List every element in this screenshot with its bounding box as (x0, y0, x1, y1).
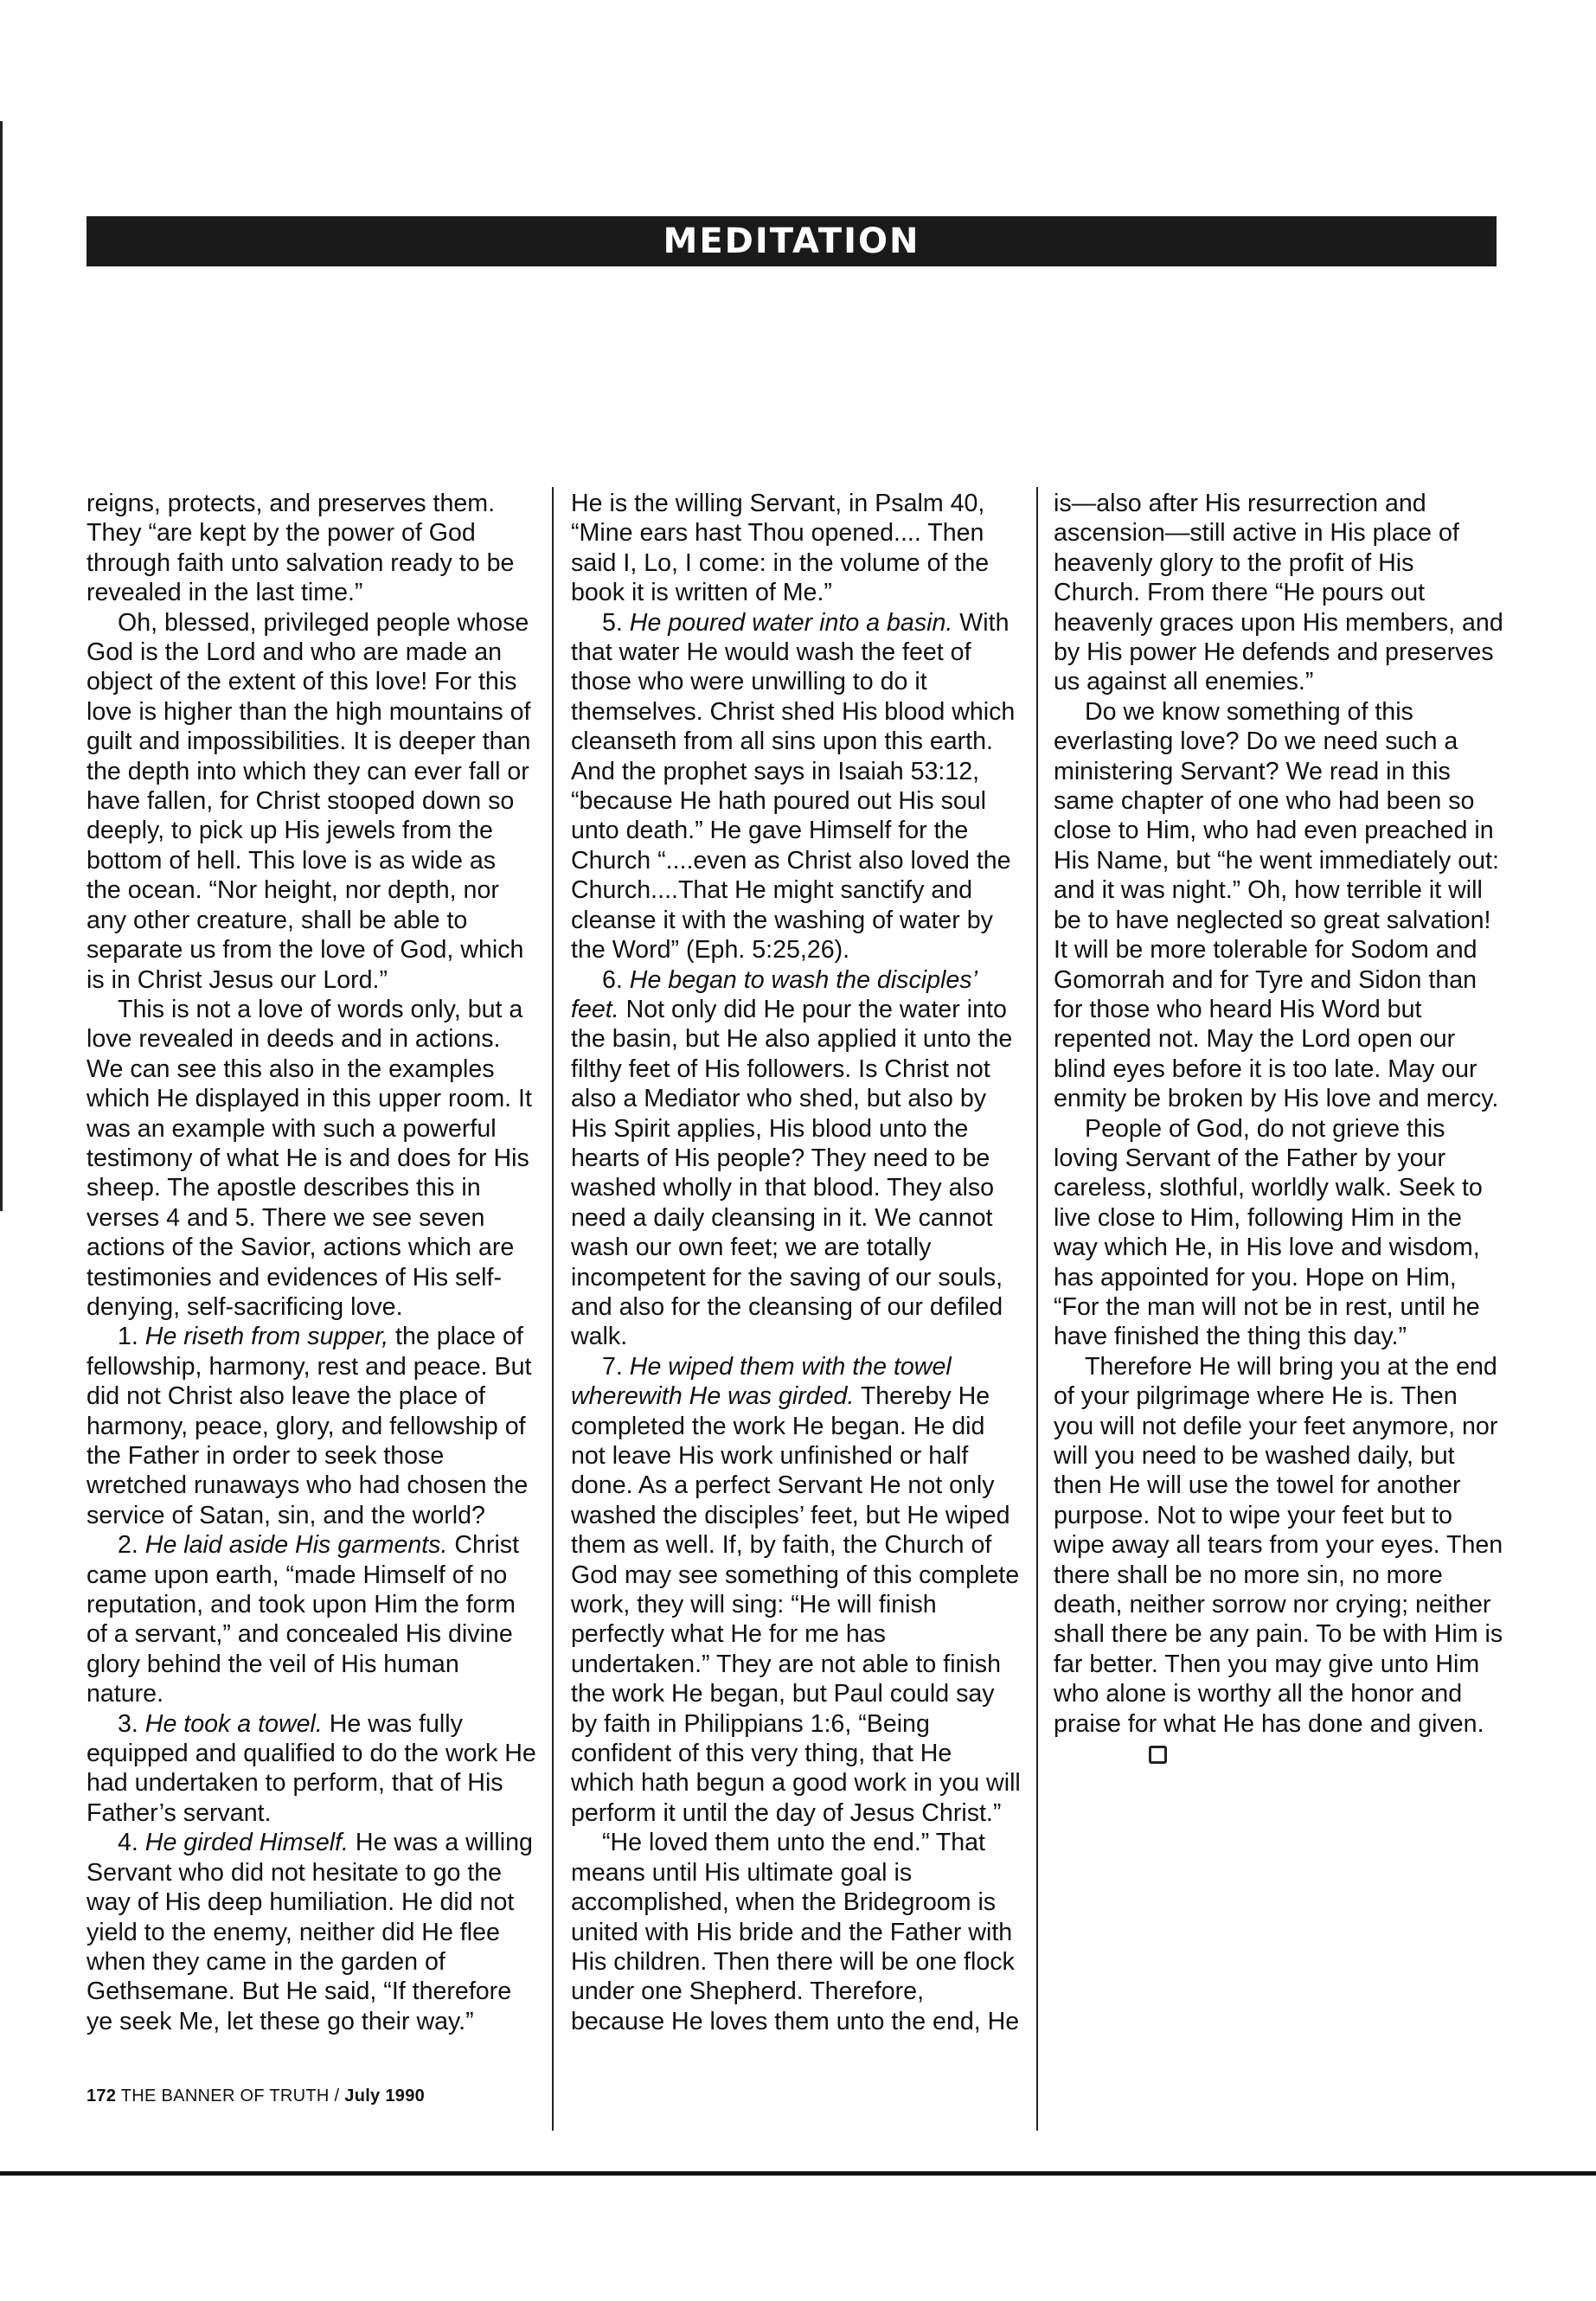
paragraph (87, 1530, 536, 1708)
publication-name: THE BANNER OF TRUTH (120, 2086, 330, 2106)
item-heading: He wiped them with the towel wherewith He was girded. (571, 1352, 952, 1411)
column-divider (1036, 487, 1038, 2131)
paragraph: Do we know something of this everlasting love? Do we need such a ministering Servant? We read in this same chapter of one who had been so close to Him, who had even preached in His Name, but “he went immediately out: and it was night.” Oh, how terrible it will be to have neglected so great salvation! It will be more tolerable for Sodom and Gomorrah and for Tyre and Sidon than for those who heard His Word but repented not. May the Lord open our blind eyes before it is too late. May our enmity be broken by His love and mercy. (1054, 697, 1499, 1113)
item-number: 5. (602, 608, 630, 637)
item-number: 2. (118, 1531, 145, 1560)
item-number: 1. (118, 1323, 145, 1351)
item-number: 7. (602, 1352, 630, 1381)
scan-edge-left (0, 121, 3, 1211)
paragraph (571, 965, 1021, 1352)
paragraph: is—also after His resurrection and ascension—still active in His place of heavenly glory to the profit of His Church. From there “He pours out heavenly graces upon His members, and by His power He defends and preserves us against all enemies.” (1054, 490, 1503, 696)
page-number: 172 (87, 2086, 117, 2106)
column-divider (552, 487, 554, 2131)
paragraph: “He loved them unto the end.” That means until His ultimate goal is accomplished, when the Bridegroom is united with His bride and the Father with His children. Then there will be one flock under one Shepherd. Therefore, because He loves them unto the end, He (571, 1829, 1020, 2035)
section-banner (87, 216, 1497, 266)
item-text: He was a willing Servant who did not hesitate to go the way of His deep humiliation. He did not yield to the enemy, neither did He flee when they came in the garden of Gethsemane. But He said, “If therefore ye seek Me, let these go their way.” (87, 1829, 533, 2035)
item-number: 3. (118, 1709, 145, 1738)
article-column-3 (1054, 489, 1503, 1768)
item-text: With that water He would wash the feet of those who were unwilling to do it themselves. Christ shed His blood which cleanseth from all sins upon this earth. And the prophet says in Isaiah 53:12, “because He hath poured out His soul unto death.” He gave Himself for the Church “....even as Christ also loved the Church....That He might sanctify and cleanse it with the washing of water by the Word” (Eph. 5:25,26). (571, 608, 1016, 965)
paragraph (571, 608, 1021, 965)
paragraph: This is not a love of words only, but a love revealed in deeds and in actions. We can see this also in the examples which He displayed in this upper room. It was an example with such a powerful testimony of what He is and does for His sheep. The apostle describes this in verses 4 and 5. There we see seven actions of the Savior, actions which are testimonies and evidences of His self-denying, self-sacrificing love. (87, 995, 532, 1321)
article-column-1 (87, 489, 536, 2036)
issue-date: July 1990 (344, 2086, 426, 2106)
item-heading: He began to wash the disciples’ feet. (571, 965, 977, 1023)
item-number: 4. (118, 1829, 145, 1857)
item-text: Thereby He completed the work He began. He did not leave His work unfinished or half done. As a perfect Servant He not only washed the disciples’ feet, but He wiped them as well. If, by faith, the Church of God may see something of this complete work, they will sing: “He will finish perfectly what He for me has undertaken.” They are not able to finish the work He began, but Paul could say by faith in Philippians 1:6, “Being confident of this very thing, that He which hath begun a good work in you will perform it until the day of Jesus Christ.” (571, 1382, 1021, 1827)
paragraph (571, 1352, 1021, 1829)
paragraph: Oh, blessed, privileged people whose God is the Lord and who are made an object of the extent of this love! For this love is higher than the high mountains of guilt and impossibilities. It is deeper than the depth into which they can ever fall or have fallen, for Christ stooped down so deeply, to pick up His jewels from the bottom of hell. This love is as wide as the ocean. “Nor height, nor depth, nor any other creature, shall be able to separate us from the love of God, which is in Christ Jesus our Lord.” (87, 608, 531, 994)
footer-separator: / (334, 2086, 340, 2106)
paragraph (87, 1709, 536, 1829)
item-text: the place of fellowship, harmony, rest and peace. But did not Christ also leave the place of harmony, peace, glory, and fellowship of the Father in order to seek those wretched runaways who had chosen the service of Satan, sin, and the world? (87, 1323, 532, 1529)
item-text: Not only did He pour the water into the basin, but He also applied it unto the filthy feet of His followers. Is Christ not also a Mediator who shed, but also by His Spirit applies, His blood unto the hearts of His people? They need to be washed wholly in that blood. They also need a daily cleansing in it. We cannot wash our own feet; we are totally incompetent for the saving of our souls, and also for the cleansing of our defiled walk. (571, 995, 1013, 1351)
section-title: MEDITATION (663, 221, 920, 261)
item-heading: He laid aside His garments. (144, 1531, 448, 1560)
item-number: 6. (602, 965, 630, 994)
item-text: Christ came upon earth, “made Himself of no reputation, and took upon Him the form of a servant,” and concealed His divine glory behind the veil of His human nature. (87, 1531, 520, 1708)
item-heading: He took a towel. (144, 1709, 323, 1738)
paragraph: reigns, protects, and preserves them. They “are kept by the power of God through faith unto salvation ready to be revealed in the last time.” (87, 490, 515, 607)
item-heading: He riseth from supper, (144, 1323, 389, 1351)
item-heading: He poured water into a basin. (629, 608, 953, 637)
scan-edge-bottom (0, 2171, 1596, 2176)
end-of-article-mark (1149, 1746, 1167, 1764)
page-footer (87, 2086, 425, 2106)
paragraph: He is the willing Servant, in Psalm 40, “Mine ears hast Thou opened.... Then said I, Lo, I come: in the volume of the book it is written of Me.” (571, 490, 990, 607)
article-column-2 (571, 489, 1021, 2036)
paragraph: People of God, do not grieve this loving Servant of the Father by your careless, slothful, worldly walk. Seek to live close to Him, following Him in the way which He, in His love and wisdom, has appointed for you. Hope on Him, “For the man will not be in rest, until he have finished the thing this day.” (1054, 1114, 1483, 1351)
item-text: He was fully equipped and qualified to do the work He had undertaken to perform, that of His Father’s servant. (87, 1709, 536, 1827)
paragraph (87, 1828, 536, 2036)
paragraph: Therefore He will bring you at the end of your pilgrimage where He is. Then you will not defile your feet anymore, nor will you need to be washed daily, but then He will use the towel for another purpose. Not to wipe your feet but to wipe away all tears from your eyes. Then there shall be no more sin, no more death, neither sorrow nor crying; neither shall there be any pain. To be with Him is far better. Then you may give unto Him who alone is worthy all the honor and praise for what He has done and given. (1054, 1352, 1503, 1769)
paragraph (87, 1322, 536, 1530)
item-heading: He girded Himself. (144, 1829, 349, 1857)
